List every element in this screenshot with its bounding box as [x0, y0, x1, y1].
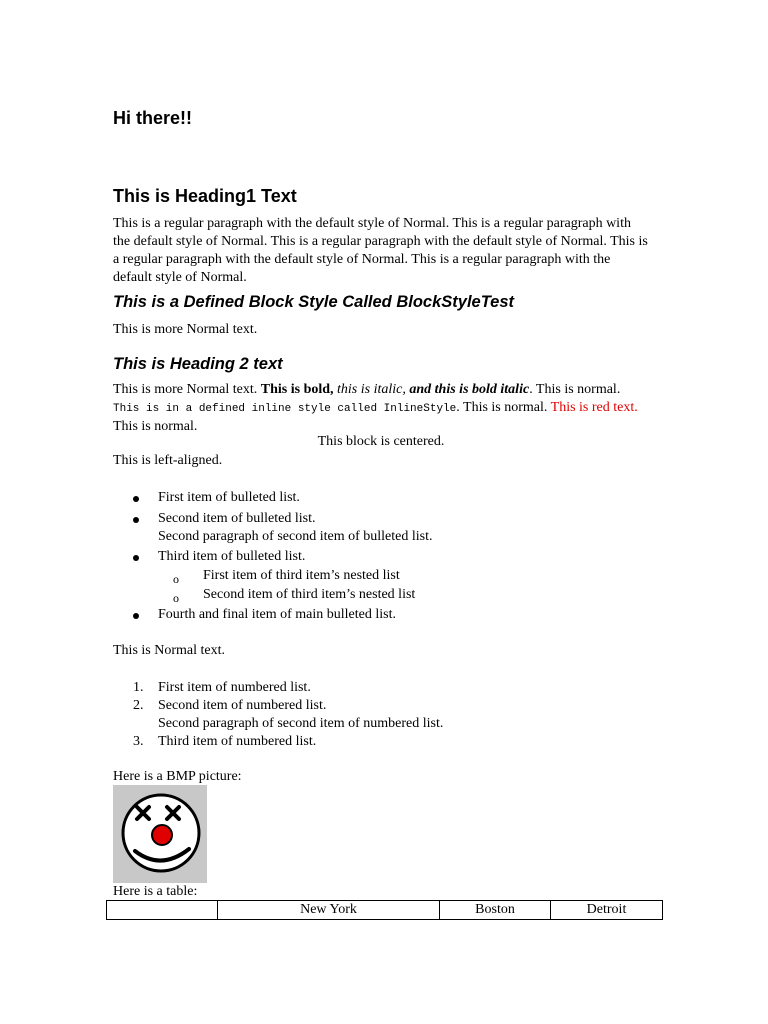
circle-bullet-icon: o — [173, 572, 179, 586]
left-aligned-text: This is left-aligned. — [113, 453, 223, 468]
italic-text: this is italic, — [333, 382, 406, 397]
table-cell: Boston — [440, 901, 551, 920]
bullet-icon — [133, 555, 139, 561]
bullet-icon — [133, 517, 139, 523]
clown-face-icon — [113, 785, 207, 883]
list-number: 3. — [133, 734, 144, 749]
circle-bullet-icon: o — [173, 591, 179, 605]
normal-text-c: . This is normal. — [456, 400, 551, 415]
mixed-format-paragraph — [113, 381, 649, 436]
inline-style-text: This is in a defined inline style called InlineStyle — [113, 403, 457, 415]
data-table — [106, 900, 663, 920]
heading2: This is Heading 2 text — [113, 355, 283, 373]
intro-paragraph: This is a regular paragraph with the default style of Normal. This is a regular paragraph with the default style of Normal. This is a regular paragraph with the default style of Normal. This is a regular paragraph with the default style of Normal. This is a regular paragraph with the default style of Normal. — [113, 216, 648, 285]
table-cell: New York — [218, 901, 440, 920]
bullet-icon — [133, 496, 139, 502]
table-cell: Detroit — [551, 901, 663, 920]
heading1: This is Heading1 Text — [113, 186, 297, 206]
centered-block: This block is centered. — [317, 434, 445, 449]
clown-face-picture — [113, 785, 207, 883]
bmp-caption: Here is a BMP picture: — [113, 769, 242, 784]
normal-text-d: This is normal. — [113, 419, 198, 434]
table-header-row — [107, 901, 663, 920]
document-title: Hi there!! — [113, 108, 193, 128]
normal-text: This is Normal text. — [113, 643, 225, 658]
list-number: 1. — [133, 680, 144, 695]
normal-text-a: This is more Normal text. — [113, 382, 261, 397]
normal-text-b: . This is normal. — [529, 382, 621, 397]
bullet-icon — [133, 613, 139, 619]
red-text: This is red text. — [550, 400, 638, 415]
table-cell — [107, 901, 218, 920]
table-caption: Here is a table: — [113, 884, 198, 899]
bold-italic-text: and this is bold italic — [405, 382, 530, 397]
block-style-heading: This is a Defined Block Style Called BlockStyleTest — [113, 293, 515, 311]
more-normal-text: This is more Normal text. — [113, 322, 258, 337]
bold-text: This is bold, — [260, 382, 334, 397]
list-number: 2. — [133, 698, 144, 713]
